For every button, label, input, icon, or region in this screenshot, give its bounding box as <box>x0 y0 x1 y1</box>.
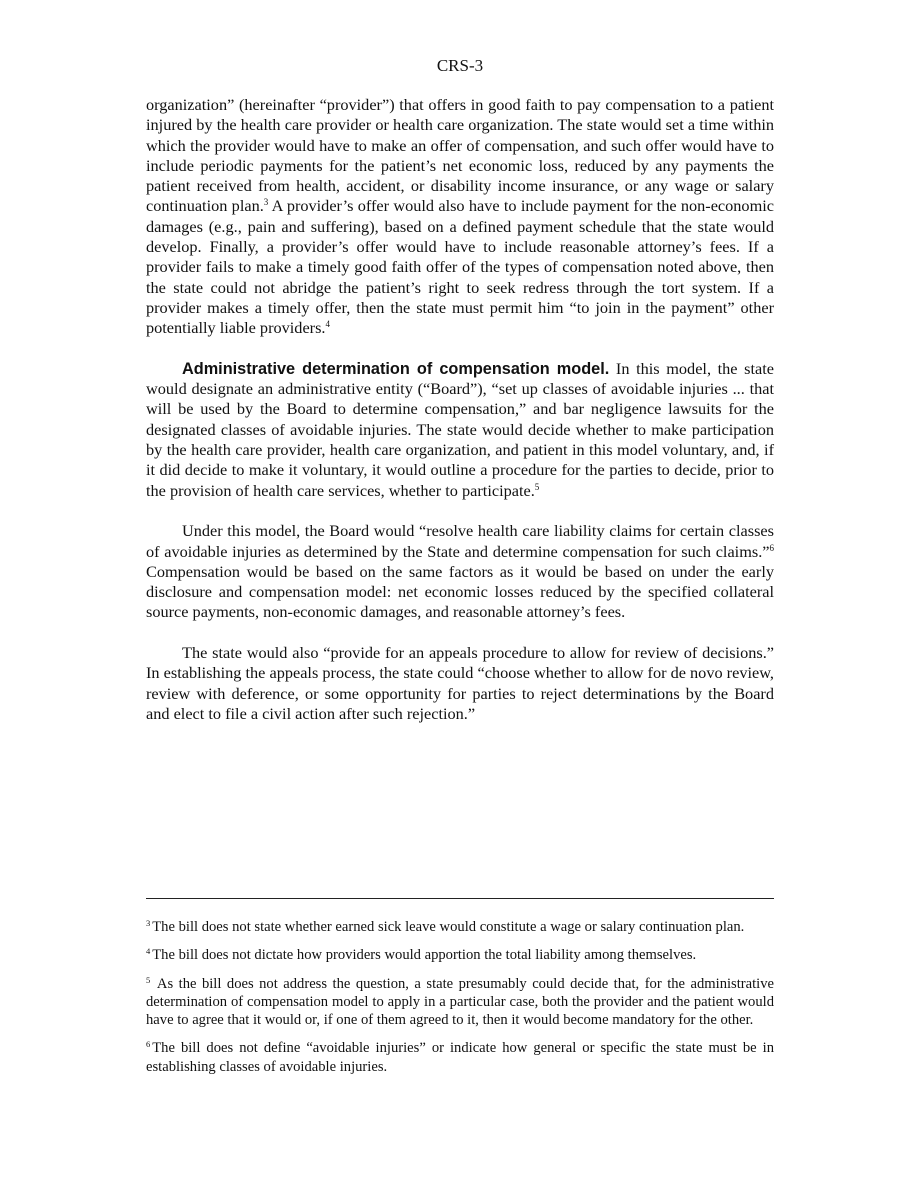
footnote-number: 3 <box>146 918 151 928</box>
page-header <box>0 56 920 76</box>
footnote-divider <box>146 898 774 899</box>
footnote-item <box>146 918 774 936</box>
footnote-item <box>146 946 774 964</box>
paragraph-administrative-model <box>146 359 774 501</box>
paragraph-text: A provider’s offer would also have to include payment for the non-economic damages (e.g., pain and suffering), based on a defined payment schedule that the state would develop. Finally, a provider’s offer would have to include reasonable attorney’s fees. If a provider fails to make a timely good faith offer of the types of compensation noted above, then the state could not abridge the patient’s right to seek redress through the tort system. If a provider makes a timely offer, then the state must permit him “to join in the payment” other potentially liable providers. <box>146 196 774 338</box>
paragraph-text: Compensation would be based on the same factors as it would be based on under the early disclosure and compensation model: net economic losses reduced by the specified collateral source payments, non-economic damages, and reasonable attorney’s fees. <box>146 561 774 622</box>
paragraph-provider-offer <box>146 95 774 339</box>
footnote-item <box>146 1039 774 1076</box>
paragraph-appeals <box>146 643 774 724</box>
paragraph-text: Under this model, the Board would “resolve health care liability claims for certain classes of avoidable injuries as determined by the State and determine compensation for such claims.” <box>146 521 774 561</box>
footnote-ref: 6 <box>769 542 774 553</box>
footnote-number: 6 <box>146 1039 151 1050</box>
paragraph-board-claims <box>146 521 774 622</box>
footnote-text: The bill does not state whether earned sick leave would constitute a wage or salary continuation plan. <box>152 919 745 935</box>
footnote-text: The bill does not dictate how providers would apportion the total liability among themselves. <box>152 947 697 964</box>
paragraph-text: organization” (hereinafter “provider”) that offers in good faith to pay compensation to a patient injured by the health care provider or health care organization. The state would set a time within which the provider would have to make an offer of compensation, and such offer would have to include periodic payments for the patient’s net economic loss, reduced by any payments the patient received from health, accident, or disability income insurance, or any wage or salary continuation plan. <box>146 95 774 216</box>
paragraph-text: The state would also “provide for an appeals procedure to allow for review of decisions.” In establishing the appeals process, the state could “choose whether to allow for de novo review, review with deference, or some opportunity for parties to reject determinations by the Board and elect to file a civil action after such rejection.” <box>146 643 774 723</box>
footnote-ref: 3 <box>263 197 269 208</box>
footnote-item <box>146 975 774 1030</box>
footnote-ref: 4 <box>325 319 330 330</box>
body-text <box>146 95 774 745</box>
paragraph-text: In this model, the state would designate an administrative entity (“Board”), “set up classes of avoidable injuries ... that will be used by the Board to determine compensation,” and bar negligence lawsuits for the designated classes of avoidable injuries. The state would decide whether to make participation by the health care provider, health care organization, and patient in this model voluntary, and, if it did decide to make it voluntary, it would outline a procedure for the parties to decide, prior to the provision of health care services, whether to participate. <box>146 358 774 500</box>
footnote-text: The bill does not define “avoidable injuries” or indicate how general or specific the state must be in establishing classes of avoidable injuries. <box>146 1040 774 1075</box>
section-run-in-heading: Administrative determination of compensation model. <box>182 359 610 378</box>
footnotes <box>146 918 774 1086</box>
footnote-text: As the bill does not address the question, a state presumably could decide that, for the administrative determination of compensation model to apply in a particular case, both the provider and the patient would have to agree that it would or, if one of them agreed to it, then it would become mandatory for the other. <box>146 975 774 1029</box>
footnote-ref: 5 <box>534 481 540 492</box>
footnote-number: 4 <box>146 946 151 957</box>
page-number-label: CRS-3 <box>436 56 484 75</box>
footnote-number: 5 <box>146 974 151 985</box>
